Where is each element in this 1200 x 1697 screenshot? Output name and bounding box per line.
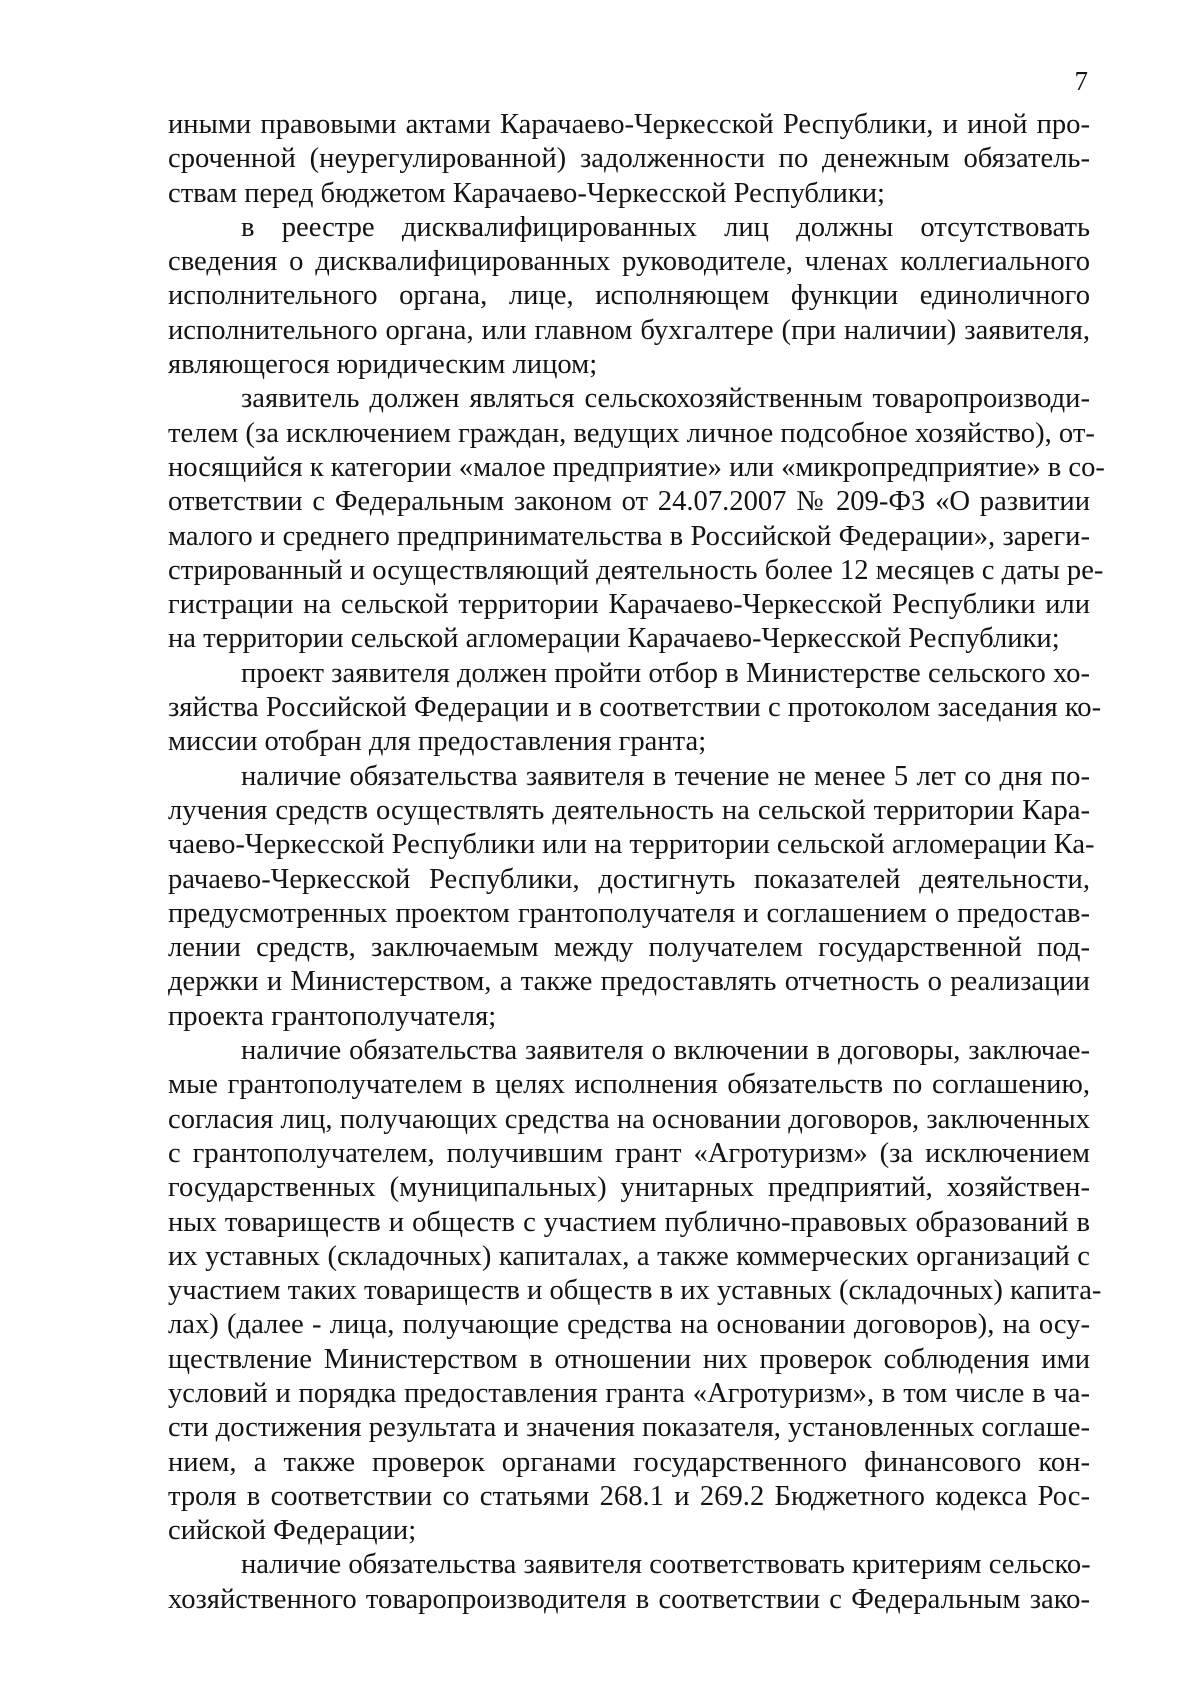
paragraph-line: условий и порядка предоставления гранта «Агротуризм», в том числе в ча- [168,1377,1090,1409]
paragraph-line: гистрации на сельской территории Карачаево-Черкесской Республики или [168,589,1090,621]
paragraph-line: предусмотренных проектом грантополучателя и соглашением о предостав- [168,897,1090,929]
paragraph-line: хозяйственного товаропроизводителя в соответствии с Федеральным зако- [168,1583,1090,1615]
paragraph-line: миссии отобран для предоставления гранта; [168,726,707,758]
paragraph-line: сроченной (неурегулированной) задолженности по денежным обязатель- [168,143,1090,175]
paragraph-line: исполнительного органа, лице, исполняющем функции единоличного [168,280,1090,312]
paragraph-line: зяйства Российской Федерации и в соответствии с протоколом заседания ко- [168,692,1102,724]
document-body [168,108,1105,1617]
paragraph-line: в реестре дисквалифицированных лиц должны отсутствовать [241,211,1090,243]
paragraph-line: на территории сельской агломерации Карачаево-Черкесской Республики; [168,623,1060,655]
paragraph-line: проект заявителя должен пройти отбор в Министерстве сельского хо- [241,657,1090,689]
paragraph-line: лучения средств осуществлять деятельность на сельской территории Кара- [168,794,1090,826]
paragraph-line: государственных (муниципальных) унитарных предприятий, хозяйствен- [168,1172,1090,1204]
paragraph-line: являющегося юридическим лицом; [168,349,598,381]
paragraph [168,211,1090,382]
paragraph-line: ответствии с Федеральным законом от 24.07.2007 № 209-ФЗ «О развитии [168,486,1090,518]
paragraph [168,657,1102,760]
paragraph-line: троля в соответствии со статьями 268.1 и 269.2 Бюджетного кодекса Рос- [168,1480,1090,1512]
paragraph-line: заявитель должен являться сельскохозяйственным товаропроизводи- [241,383,1090,415]
paragraph-line: рачаево-Черкесской Республики, достигнуть показателей деятельности, [168,863,1090,895]
paragraph [168,108,1090,211]
paragraph-line: ствам перед бюджетом Карачаево-Черкесской Республики; [168,177,885,209]
paragraph-line: нием, а также проверок органами государственного финансового кон- [168,1446,1090,1478]
paragraph-line: проекта грантополучателя; [168,1000,497,1032]
paragraph-line: лах) (далее - лица, получающие средства на основании договоров), на осу- [168,1309,1090,1341]
paragraph-line: сийской Федерации; [168,1515,417,1547]
paragraph-line: стрированный и осуществляющий деятельность более 12 месяцев с даты ре- [168,554,1104,586]
paragraph-line: исполнительного органа, или главном бухгалтере (при наличии) заявителя, [168,314,1090,346]
page-number: 7 [1074,66,1088,96]
paragraph-line: их уставных (складочных) капиталах, а также коммерческих организаций с [168,1240,1090,1272]
paragraph-line: малого и среднего предпринимательства в Российской Федерации», зареги- [168,520,1090,552]
paragraph-line: мые грантополучателем в целях исполнения обязательств по соглашению, [168,1069,1090,1101]
paragraph [168,382,1105,656]
paragraph [168,760,1095,1034]
paragraph-line: сведения о дисквалифицированных руководителе, членах коллегиального [168,246,1090,278]
paragraph-line: лении средств, заключаемым между получателем государственной под- [168,932,1090,964]
paragraph [168,1548,1090,1617]
paragraph-line: участием таких товариществ и обществ в их уставных (складочных) капита- [168,1275,1102,1307]
paragraph-line: сти достижения результата и значения показателя, установленных соглаше- [168,1412,1090,1444]
paragraph-line: согласия лиц, получающих средства на основании договоров, заключенных [168,1103,1090,1135]
paragraph-line: наличие обязательства заявителя в течение не менее 5 лет со дня по- [241,760,1090,792]
paragraph-line: наличие обязательства заявителя соответствовать критериям сельско- [241,1549,1091,1581]
paragraph-line: носящийся к категории «малое предприятие» или «микропредприятие» в со- [168,451,1105,483]
paragraph-line: с грантополучателем, получившим грант «Агротуризм» (за исключением [168,1137,1090,1169]
paragraph-line: ных товариществ и обществ с участием публично-правовых образований в [168,1206,1090,1238]
paragraph-line: наличие обязательства заявителя о включении в договоры, заключае- [241,1035,1090,1067]
paragraph-line: иными правовыми актами Карачаево-Черкесской Республики, и иной про- [168,109,1090,140]
paragraph-line: чаево-Черкесской Республики или на территории сельской агломерации Ка- [168,829,1095,861]
paragraph [168,1034,1102,1548]
paragraph-line: ществление Министерством в отношении них проверок соблюдения ими [168,1343,1090,1375]
paragraph-line: телем (за исключением граждан, ведущих личное подсобное хозяйство), от- [168,417,1095,449]
paragraph-line: держки и Министерством, а также предоставлять отчетность о реализации [168,966,1090,998]
